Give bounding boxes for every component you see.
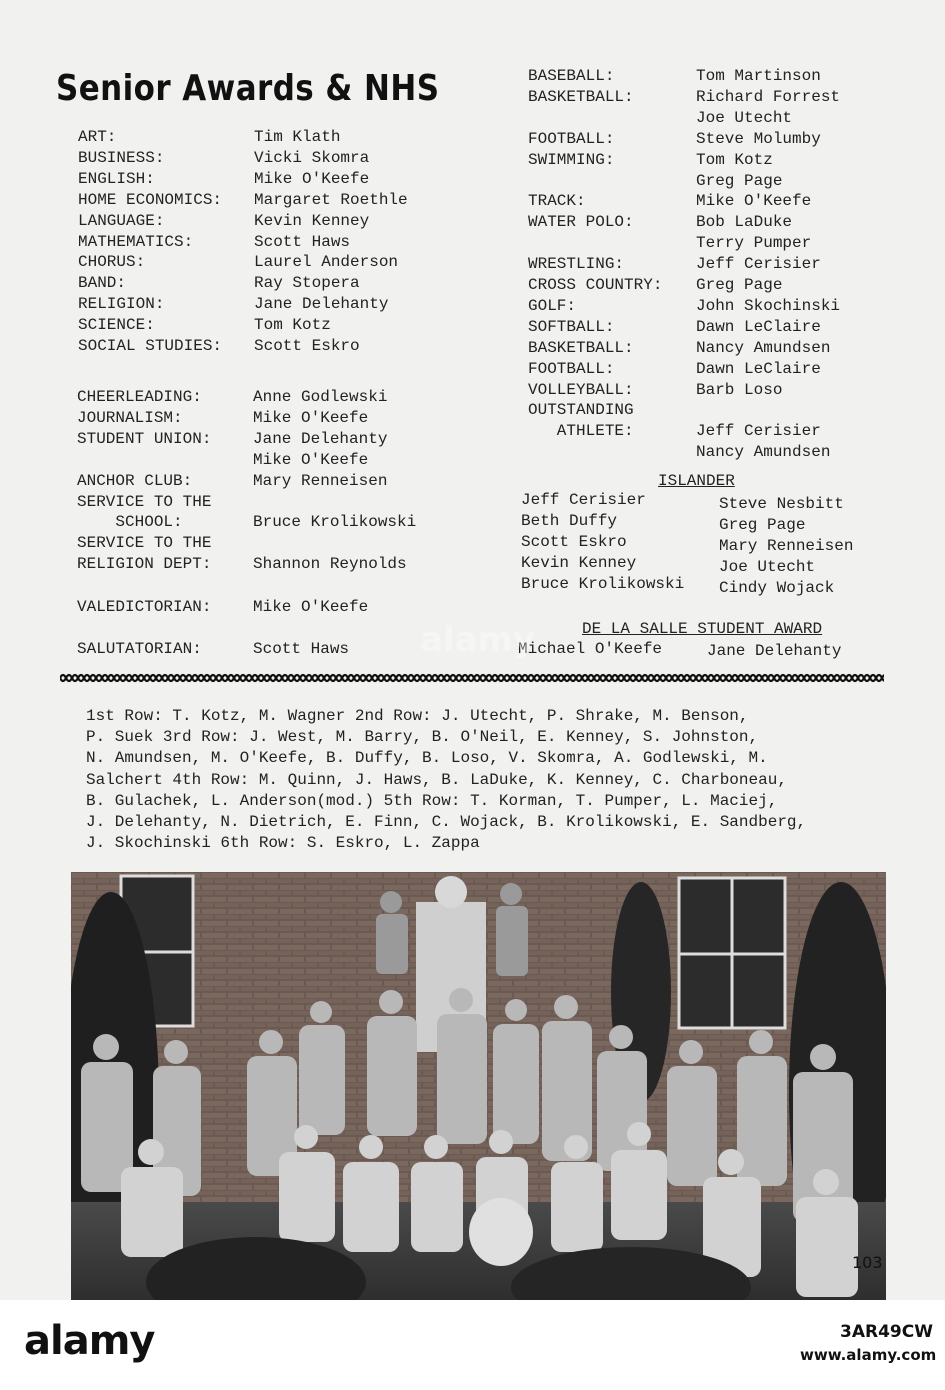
award-recipient: Nancy Amundsen [696, 443, 831, 462]
award-label: SCIENCE: [78, 316, 155, 335]
award-recipient: Mike O'Keefe [253, 450, 369, 469]
award-label: SOFTBALL: [528, 317, 615, 336]
award-recipient: Joe Utecht [696, 108, 793, 127]
islander-name: Beth Duffy [521, 512, 618, 530]
award-label: BASEBALL: [528, 67, 615, 85]
islander-name: Bruce Krolikowski [521, 575, 685, 593]
award-recipient: Laurel Anderson [254, 253, 399, 272]
braided-divider [60, 671, 884, 685]
islander-name: Cindy Wojack [719, 579, 835, 597]
award-recipient: Dawn LeClaire [696, 317, 821, 336]
award-recipient: Terry Pumper [696, 234, 812, 253]
award-recipient: Greg Page [696, 171, 783, 190]
award-label: WATER POLO: [528, 213, 634, 232]
watermark-overlay: alamy [420, 620, 536, 660]
award-label: FOOTBALL: [528, 129, 615, 148]
caption-line: B. Gulachek, L. Anderson(mod.) 5th Row: T. Korman, T. Pumper, L. Maciej, [86, 791, 778, 810]
award-recipient: Scott Eskro [254, 337, 360, 355]
award-recipient: John Skochinski [696, 296, 841, 315]
de-la-salle-name-1: Michael O'Keefe [518, 640, 663, 658]
islander-name: Steve Nesbitt [719, 495, 844, 513]
award-recipient: Vicki Skomra [254, 148, 370, 167]
award-label: STUDENT UNION: [77, 429, 212, 448]
award-label: MATHEMATICS: [78, 232, 194, 251]
site-url: www.alamy.com [800, 1346, 937, 1364]
de-la-salle-name-2: Jane Delehanty [707, 642, 842, 660]
award-label: SOCIAL STUDIES: [78, 337, 223, 355]
award-recipient: Tim Klath [254, 128, 341, 146]
photo-caption [86, 706, 886, 854]
salutatorian-label: SALUTATORIAN: [77, 640, 202, 658]
image-id: 3AR49CW [840, 1322, 933, 1342]
award-label: RELIGION DEPT: [77, 555, 212, 574]
award-label: RELIGION: [78, 295, 165, 314]
award-label: VOLLEYBALL: [528, 380, 634, 399]
award-recipient: Steve Molumby [696, 129, 821, 148]
islander-name: Mary Renneisen [719, 537, 854, 555]
award-recipient: Greg Page [696, 276, 783, 294]
award-recipient: Margaret Roethle [254, 190, 408, 209]
award-recipient: Ray Stopera [254, 274, 360, 293]
alamy-logo: alamy [24, 1318, 155, 1364]
caption-line: P. Suek 3rd Row: J. West, M. Barry, B. O'Neil, E. Kenney, S. Johnston, [86, 728, 759, 747]
islander-heading: ISLANDER [658, 472, 735, 490]
award-recipient: Barb Loso [696, 380, 783, 399]
award-recipient: Mike O'Keefe [253, 408, 369, 427]
award-recipient: Mike O'Keefe [254, 169, 370, 188]
award-label: OUTSTANDING [528, 401, 634, 420]
award-label: SERVICE TO THE [77, 492, 212, 511]
caption-line: J. Delehanty, N. Dietrich, E. Finn, C. Wojack, B. Krolikowski, E. Sandberg, [86, 813, 807, 832]
award-label: SWIMMING: [528, 150, 615, 169]
award-recipient: Tom Kotz [254, 316, 331, 335]
award-label: LANGUAGE: [78, 211, 165, 230]
award-recipient: Tom Martinson [696, 67, 821, 85]
award-label: ART: [78, 128, 117, 146]
islander-name: Scott Eskro [521, 533, 627, 551]
award-label: ANCHOR CLUB: [77, 471, 193, 490]
award-label: FOOTBALL: [528, 359, 615, 378]
islander-name: Greg Page [719, 516, 806, 534]
page-title: Senior Awards & NHS [56, 68, 440, 109]
award-recipient: Jeff Cerisier [696, 422, 821, 441]
award-recipient: Scott Haws [254, 232, 351, 251]
award-label: BASKETBALL: [528, 338, 634, 357]
award-recipient: Anne Godlewski [253, 388, 388, 406]
award-label: BAND: [78, 274, 127, 293]
award-label: GOLF: [528, 296, 577, 315]
valedictorian-label: VALEDICTORIAN: [77, 598, 212, 616]
award-recipient: Jane Delehanty [254, 295, 389, 314]
award-label: HOME ECONOMICS: [78, 190, 223, 209]
award-label: SCHOOL: [77, 513, 183, 532]
stock-banner [0, 1300, 945, 1390]
group-photo-illustration [71, 872, 886, 1300]
group-photo [71, 872, 886, 1300]
award-recipient: Mary Renneisen [253, 471, 388, 490]
award-recipient: Mike O'Keefe [696, 192, 812, 211]
islander-name: Kevin Kenney [521, 554, 637, 572]
award-label: WRESTLING: [528, 255, 625, 274]
award-recipient: Dawn LeClaire [696, 359, 821, 378]
award-label: JOURNALISM: [77, 408, 183, 427]
page-number: 103 [852, 1253, 883, 1272]
caption-line: N. Amundsen, M. O'Keefe, B. Duffy, B. Loso, V. Skomra, A. Godlewski, M. [86, 749, 768, 768]
award-label: CHEERLEADING: [77, 388, 202, 406]
valedictorian-name: Mike O'Keefe [253, 598, 369, 616]
award-recipient: Jeff Cerisier [696, 255, 821, 274]
salutatorian-name: Scott Haws [253, 640, 350, 658]
award-label: TRACK: [528, 192, 586, 211]
award-label: BASKETBALL: [528, 87, 634, 106]
award-label: CROSS COUNTRY: [528, 276, 663, 294]
caption-line: 1st Row: T. Kotz, M. Wagner 2nd Row: J. Utecht, P. Shrake, M. Benson, [86, 707, 749, 725]
islander-name: Joe Utecht [719, 558, 816, 576]
award-label: ATHLETE: [528, 422, 634, 441]
award-recipient: Shannon Reynolds [253, 555, 407, 574]
award-recipient: Kevin Kenney [254, 211, 370, 230]
award-label: BUSINESS: [78, 148, 165, 167]
award-recipient: Bob LaDuke [696, 213, 793, 232]
de-la-salle-heading: DE LA SALLE STUDENT AWARD [582, 620, 823, 638]
award-label: CHORUS: [78, 253, 146, 272]
islander-name: Jeff Cerisier [521, 491, 646, 509]
award-recipient: Nancy Amundsen [696, 338, 831, 357]
award-recipient: Tom Kotz [696, 150, 773, 169]
award-recipient: Jane Delehanty [253, 429, 388, 448]
award-label: ENGLISH: [78, 169, 155, 188]
caption-line: J. Skochinski 6th Row: S. Eskro, L. Zappa [86, 834, 480, 853]
caption-line: Salchert 4th Row: M. Quinn, J. Haws, B. LaDuke, K. Kenney, C. Charboneau, [86, 770, 787, 789]
award-recipient: Richard Forrest [696, 87, 841, 106]
award-recipient: Bruce Krolikowski [253, 513, 417, 532]
award-label: SERVICE TO THE [77, 534, 212, 553]
